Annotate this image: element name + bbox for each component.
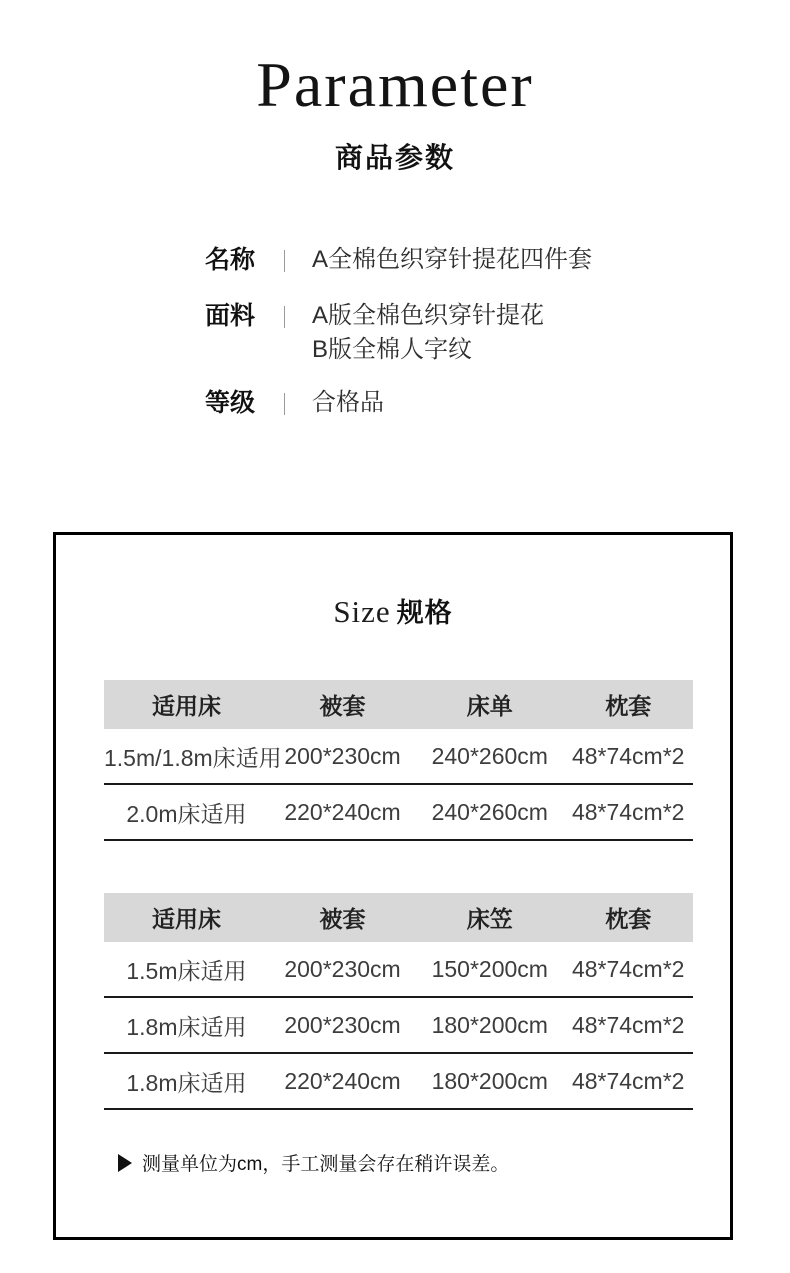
table-cell: 48*74cm*2 — [563, 1053, 693, 1109]
table-cell: 48*74cm*2 — [563, 997, 693, 1053]
table-cell: 1.5m/1.8m床适用 — [104, 729, 269, 784]
spec-value — [312, 386, 384, 420]
vertical-divider — [284, 250, 285, 272]
page-title-zh: 商品参数 — [334, 142, 455, 173]
size-table-fitted-sheet — [104, 893, 693, 1110]
table-cell: 48*74cm*2 — [563, 942, 693, 997]
table-cell: 48*74cm*2 — [563, 784, 693, 840]
spec-value-line: A全棉色织穿针提花四件套 — [312, 246, 593, 273]
col-header: 枕套 — [563, 893, 693, 942]
table-cell: 200*230cm — [269, 729, 416, 784]
table-cell: 220*240cm — [269, 1053, 416, 1109]
table-row — [104, 784, 693, 840]
table-header-row — [104, 893, 693, 942]
table-cell: 220*240cm — [269, 784, 416, 840]
spec-label: 名称 — [205, 246, 256, 274]
table-row — [104, 1053, 693, 1109]
spec-list — [205, 243, 592, 420]
measurement-note-text: 测量单位为cm，手工测量会存在稍许误差。 — [142, 1154, 510, 1175]
spec-row-grade — [205, 386, 592, 420]
measurement-note — [118, 1149, 509, 1176]
size-table-flat-sheet — [104, 680, 693, 841]
table-cell: 200*230cm — [269, 942, 416, 997]
col-header: 适用床 — [104, 893, 269, 942]
col-header: 床笠 — [416, 893, 563, 942]
spec-row-name — [205, 243, 592, 277]
table-cell: 240*260cm — [416, 784, 563, 840]
table-cell: 180*200cm — [416, 997, 563, 1053]
table-cell: 240*260cm — [416, 729, 563, 784]
table-cell: 150*200cm — [416, 942, 563, 997]
table-cell: 1.8m床适用 — [104, 997, 269, 1053]
col-header: 被套 — [269, 893, 416, 942]
table-cell: 180*200cm — [416, 1053, 563, 1109]
size-title-zh: 规格 — [396, 598, 453, 628]
size-section-title — [56, 591, 730, 630]
col-header: 枕套 — [563, 680, 693, 729]
spec-row-fabric — [205, 299, 592, 367]
table-header-row — [104, 680, 693, 729]
spec-label: 面料 — [205, 302, 256, 330]
spec-value-line: A版全棉色织穿针提花 — [312, 302, 545, 329]
spec-value — [312, 299, 544, 367]
vertical-divider — [284, 306, 285, 328]
play-triangle-icon — [118, 1154, 132, 1172]
vertical-divider — [284, 393, 285, 415]
col-header: 床单 — [416, 680, 563, 729]
spec-value-line: B版全棉人字纹 — [312, 336, 473, 363]
col-header: 适用床 — [104, 680, 269, 729]
size-title-en: Size — [333, 594, 391, 629]
table-row — [104, 997, 693, 1053]
page-title-en: Parameter — [256, 49, 534, 120]
table-cell: 2.0m床适用 — [104, 784, 269, 840]
spec-label: 等级 — [205, 389, 256, 417]
table-cell: 200*230cm — [269, 997, 416, 1053]
table-row — [104, 729, 693, 784]
spec-value-line: 合格品 — [312, 389, 384, 416]
table-cell: 1.5m床适用 — [104, 942, 269, 997]
size-spec-box — [53, 532, 733, 1240]
table-cell: 1.8m床适用 — [104, 1053, 269, 1109]
table-row — [104, 942, 693, 997]
table-cell: 48*74cm*2 — [563, 729, 693, 784]
spec-value — [312, 243, 592, 277]
col-header: 被套 — [269, 680, 416, 729]
